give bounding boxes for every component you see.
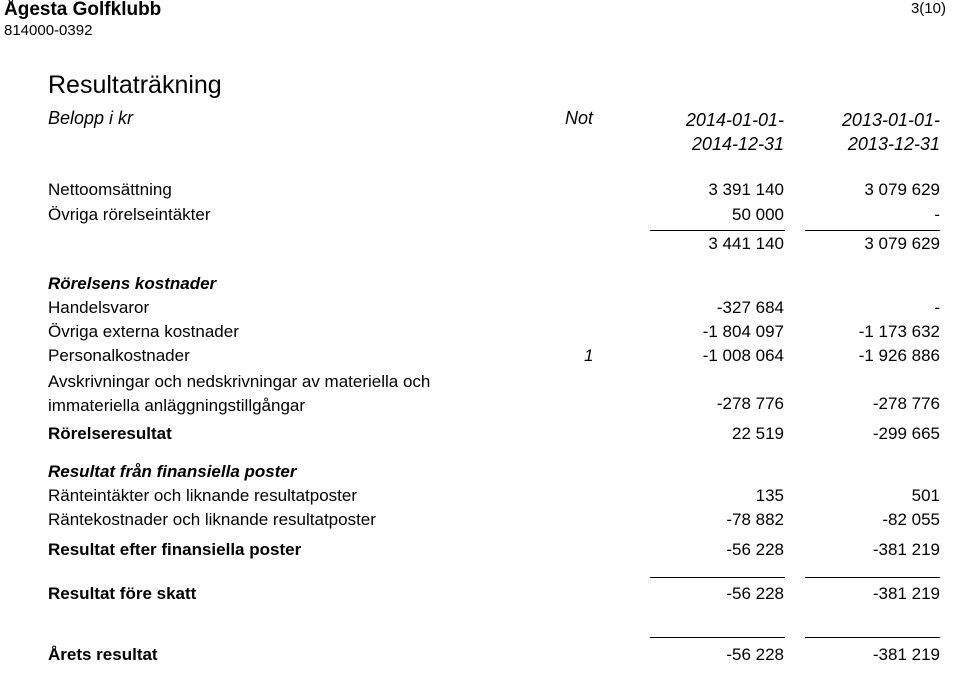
row-label: Nettoomsättning xyxy=(48,180,172,199)
row-handelsvaror xyxy=(0,298,960,322)
value-previous: -1 926 886 xyxy=(858,346,940,365)
value-current: 3 441 140 xyxy=(708,234,784,253)
row-arets-resultat xyxy=(0,645,960,669)
document-title: Resultaträkning xyxy=(48,71,222,99)
value-previous: -299 665 xyxy=(872,424,940,443)
row-label: Årets resultat xyxy=(48,645,158,664)
row-label-line2: immateriella anläggningstillgångar xyxy=(48,396,306,415)
value-previous: -1 173 632 xyxy=(858,322,940,341)
sum-rule-current xyxy=(650,577,785,578)
value-previous: -82 055 xyxy=(882,510,940,529)
value-previous: -381 219 xyxy=(872,645,940,664)
column-header-label: Belopp i kr xyxy=(48,108,134,128)
value-previous: -381 219 xyxy=(872,584,940,603)
value-current: 50 000 xyxy=(732,205,784,224)
value-current: 135 xyxy=(755,486,784,505)
row-label: Handelsvaror xyxy=(48,298,150,317)
row-label: Övriga rörelseintäkter xyxy=(48,205,211,224)
value-current: -78 882 xyxy=(726,510,784,529)
value-current: -1 008 064 xyxy=(702,346,784,365)
row-rorelseresultat xyxy=(0,424,960,448)
section-heading-rorelsens-kostnader xyxy=(0,274,960,298)
value-current: -278 776 xyxy=(716,394,784,413)
row-rantekostnader xyxy=(0,510,960,534)
section-heading-finansiella-poster xyxy=(0,462,960,486)
row-label: Övriga externa kostnader xyxy=(48,322,239,341)
sum-rule-previous xyxy=(805,577,940,578)
value-current: -56 228 xyxy=(726,540,784,559)
row-ovriga-rorelseintakter xyxy=(0,205,960,229)
previous-period-start: 2013-01-01- xyxy=(841,110,940,130)
value-current: 22 519 xyxy=(732,424,784,443)
row-resultat-efter-finansiella-poster xyxy=(0,540,960,564)
value-current: -56 228 xyxy=(726,584,784,603)
value-current: -56 228 xyxy=(726,645,784,664)
row-resultat-fore-skatt xyxy=(0,584,960,608)
value-current: 3 391 140 xyxy=(708,180,784,199)
value-previous: -381 219 xyxy=(872,540,940,559)
row-label: Resultat efter finansiella poster xyxy=(48,540,302,559)
row-label: Resultat före skatt xyxy=(48,584,197,603)
current-period-start: 2014-01-01- xyxy=(685,110,784,130)
row-label-line1: Avskrivningar och nedskrivningar av materiella och xyxy=(48,372,431,391)
value-previous: -278 776 xyxy=(872,394,940,413)
page-number: 3(10) xyxy=(910,0,946,17)
row-avskrivningar xyxy=(0,370,960,418)
sum-rule-current xyxy=(650,637,785,638)
row-label: Personalkostnader xyxy=(48,346,190,365)
organization-name: Ågesta Golfklubb xyxy=(4,0,162,20)
row-ranteintakter xyxy=(0,486,960,510)
row-label: Ränteintäkter och liknande resultatposter xyxy=(48,486,358,505)
column-header-previous-period xyxy=(842,108,940,156)
row-intakter-summa xyxy=(0,234,960,258)
sum-rule-current xyxy=(650,230,785,231)
value-previous: - xyxy=(934,205,940,224)
current-period-end: 2014-12-31 xyxy=(691,134,784,154)
value-current: -1 804 097 xyxy=(702,322,784,341)
sum-rule-previous xyxy=(805,637,940,638)
row-nettoomsattning xyxy=(0,180,960,204)
value-previous: 3 079 629 xyxy=(864,234,940,253)
value-previous: 501 xyxy=(911,486,940,505)
row-label: Räntekostnader och liknande resultatposter xyxy=(48,510,376,529)
value-current: -327 684 xyxy=(716,298,784,317)
note-reference: 1 xyxy=(584,346,594,365)
row-label xyxy=(48,370,430,418)
organization-number: 814000-0392 xyxy=(4,22,93,39)
previous-period-end: 2013-12-31 xyxy=(847,134,940,154)
column-header-note: Not xyxy=(565,108,594,128)
row-label: Rörelseresultat xyxy=(48,424,172,443)
value-previous: - xyxy=(934,298,940,317)
sum-rule-previous xyxy=(805,230,940,231)
section-heading: Resultat från finansiella poster xyxy=(48,462,297,481)
column-header-current-period xyxy=(686,108,784,156)
row-ovriga-externa-kostnader xyxy=(0,322,960,346)
row-personalkostnader xyxy=(0,346,960,370)
section-heading: Rörelsens kostnader xyxy=(48,274,217,293)
value-previous: 3 079 629 xyxy=(864,180,940,199)
